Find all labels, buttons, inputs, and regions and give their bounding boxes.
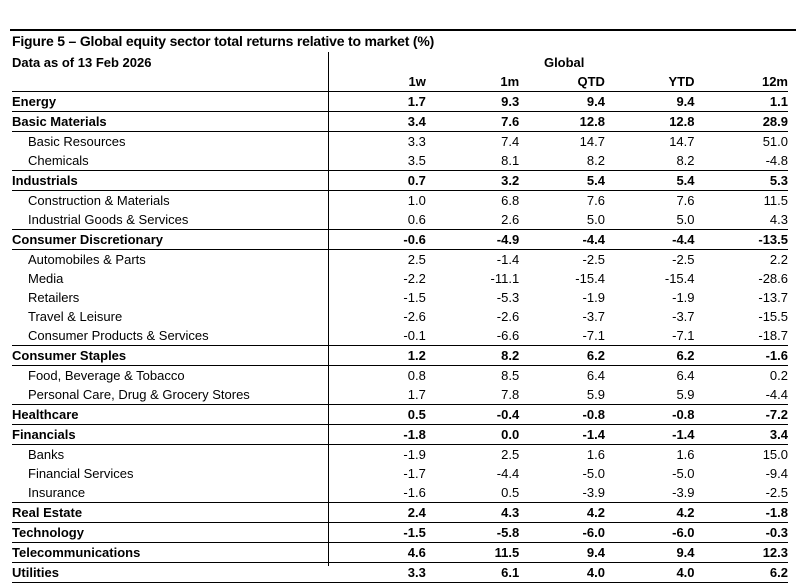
- cell-value: -3.7: [582, 309, 605, 324]
- sector-row: [12, 230, 788, 250]
- cell-value: -4.4: [496, 466, 520, 481]
- row-label: Consumer Products & Services: [28, 328, 209, 343]
- row-label: Industrial Goods & Services: [28, 212, 189, 227]
- cell-value: 3.3: [407, 134, 426, 149]
- cell-value: 3.4: [340, 112, 425, 132]
- cell-value: -11.1: [490, 271, 520, 286]
- cell-value: 0.5: [501, 485, 520, 500]
- cell-value: 4.3: [426, 503, 519, 523]
- returns-table: [12, 52, 788, 583]
- cell-value: -1.6: [403, 485, 426, 500]
- date-label: Data as of 13 Feb 2026: [12, 54, 152, 70]
- subsector-row: [12, 269, 788, 288]
- cell-value: 7.8: [501, 387, 520, 402]
- figure-title: Figure 5 – Global equity sector total returns relative to market (%): [12, 33, 435, 49]
- cell-value: 8.5: [501, 368, 520, 383]
- cell-value: 4.6: [340, 543, 425, 563]
- cell-value: -0.6: [340, 230, 425, 250]
- cell-value: -13.5: [695, 230, 788, 250]
- cell-value: 2.5: [501, 447, 520, 462]
- cell-value: 6.1: [426, 563, 519, 583]
- sector-row: [12, 543, 788, 563]
- cell-value: 1.2: [340, 346, 425, 366]
- cell-value: 7.6: [676, 193, 695, 208]
- cell-value: -1.6: [695, 346, 788, 366]
- cell-value: 4.2: [519, 503, 605, 523]
- cell-value: 1.0: [407, 193, 426, 208]
- cell-value: 6.4: [676, 368, 695, 383]
- cell-value: -4.9: [426, 230, 519, 250]
- cell-value: 1.6: [676, 447, 695, 462]
- cell-value: 4.0: [605, 563, 695, 583]
- cell-value: 51.0: [762, 134, 788, 149]
- cell-value: -7.2: [695, 405, 788, 425]
- cell-value: -9.4: [765, 466, 788, 481]
- blank-header: [12, 72, 340, 92]
- cell-value: -5.0: [582, 466, 605, 481]
- row-label: Travel & Leisure: [28, 309, 123, 324]
- cell-value: -1.4: [605, 425, 695, 445]
- cell-value: 2.5: [407, 252, 426, 267]
- cell-value: -28.6: [758, 271, 788, 286]
- sector-row: [12, 92, 788, 112]
- row-label: Personal Care, Drug & Grocery Stores: [28, 387, 250, 402]
- cell-value: 9.4: [605, 543, 695, 563]
- cell-value: 5.3: [695, 171, 788, 191]
- row-label: Utilities: [12, 563, 340, 583]
- cell-value: 2.6: [501, 212, 520, 227]
- row-label: Healthcare: [12, 405, 340, 425]
- subsector-row: [12, 151, 788, 171]
- row-label: Retailers: [28, 290, 80, 305]
- cell-value: 14.7: [579, 134, 605, 149]
- sector-row: [12, 425, 788, 445]
- cell-value: -1.9: [672, 290, 695, 305]
- col-header-1m: 1m: [426, 72, 519, 92]
- cell-value: -1.7: [403, 466, 426, 481]
- cell-value: -1.9: [403, 447, 426, 462]
- column-divider: [328, 52, 329, 566]
- subsector-row: [12, 288, 788, 307]
- cell-value: 1.6: [586, 447, 605, 462]
- cell-value: -0.8: [605, 405, 695, 425]
- cell-value: 1.7: [340, 92, 425, 112]
- cell-value: -0.8: [519, 405, 605, 425]
- row-label: Construction & Materials: [28, 193, 170, 208]
- cell-value: -2.2: [403, 271, 426, 286]
- subsector-row: [12, 445, 788, 465]
- sector-row: [12, 112, 788, 132]
- cell-value: 2.4: [340, 503, 425, 523]
- sector-row: [12, 503, 788, 523]
- cell-value: 11.5: [426, 543, 519, 563]
- cell-value: -3.9: [672, 485, 695, 500]
- cell-value: -15.5: [758, 309, 788, 324]
- row-label: Technology: [12, 523, 340, 543]
- cell-value: 6.2: [605, 346, 695, 366]
- cell-value: 9.4: [519, 92, 605, 112]
- cell-value: 7.4: [501, 134, 520, 149]
- subsector-row: [12, 366, 788, 386]
- cell-value: 5.0: [676, 212, 695, 227]
- row-label: Financials: [12, 425, 340, 445]
- cell-value: 12.8: [605, 112, 695, 132]
- cell-value: 14.7: [669, 134, 695, 149]
- cell-value: 0.6: [407, 212, 426, 227]
- cell-value: -5.8: [426, 523, 519, 543]
- cell-value: 15.0: [762, 447, 788, 462]
- row-label: Chemicals: [28, 153, 89, 168]
- cell-value: -2.5: [672, 252, 695, 267]
- cell-value: 4.2: [605, 503, 695, 523]
- sector-row: [12, 346, 788, 366]
- cell-value: -18.7: [758, 328, 788, 343]
- col-header-1w: 1w: [340, 72, 425, 92]
- row-label: Food, Beverage & Tobacco: [28, 368, 185, 383]
- cell-value: -1.5: [340, 523, 425, 543]
- cell-value: 6.8: [501, 193, 520, 208]
- cell-value: -5.0: [672, 466, 695, 481]
- cell-value: 5.0: [586, 212, 605, 227]
- cell-value: 1.1: [695, 92, 788, 112]
- col-header-ytd: YTD: [605, 72, 695, 92]
- cell-value: -15.4: [664, 271, 695, 286]
- cell-value: 1.7: [407, 387, 426, 402]
- cell-value: 8.1: [501, 153, 520, 168]
- header-row-group: [12, 52, 788, 72]
- cell-value: -4.4: [765, 387, 788, 402]
- cell-value: 0.2: [769, 368, 788, 383]
- cell-value: -5.3: [496, 290, 520, 305]
- row-label: Automobiles & Parts: [28, 252, 146, 267]
- cell-value: -4.8: [765, 153, 788, 168]
- cell-value: 28.9: [695, 112, 788, 132]
- cell-value: -1.8: [340, 425, 425, 445]
- cell-value: 12.3: [695, 543, 788, 563]
- cell-value: -6.6: [496, 328, 520, 343]
- group-label: Global: [543, 54, 585, 70]
- cell-value: 3.2: [426, 171, 519, 191]
- cell-value: -1.4: [519, 425, 605, 445]
- cell-value: 3.3: [340, 563, 425, 583]
- row-label: Media: [28, 271, 64, 286]
- cell-value: 6.2: [695, 563, 788, 583]
- sector-row: [12, 523, 788, 543]
- cell-value: -3.7: [672, 309, 695, 324]
- subsector-row: [12, 250, 788, 270]
- cell-value: -7.1: [672, 328, 695, 343]
- cell-value: 0.0: [426, 425, 519, 445]
- sector-row: [12, 405, 788, 425]
- cell-value: 4.3: [769, 212, 788, 227]
- cell-value: -2.5: [765, 485, 788, 500]
- cell-value: -0.4: [426, 405, 519, 425]
- subsector-row: [12, 464, 788, 483]
- row-label: Telecommunications: [12, 543, 340, 563]
- cell-value: 6.2: [519, 346, 605, 366]
- cell-value: -6.0: [519, 523, 605, 543]
- cell-value: 9.3: [426, 92, 519, 112]
- cell-value: 8.2: [426, 346, 519, 366]
- cell-value: 12.8: [519, 112, 605, 132]
- cell-value: -2.6: [496, 309, 520, 324]
- row-label: Consumer Discretionary: [12, 230, 340, 250]
- cell-value: -6.0: [605, 523, 695, 543]
- cell-value: 6.4: [586, 368, 605, 383]
- row-label: Insurance: [28, 485, 86, 500]
- row-label: Consumer Staples: [12, 346, 340, 366]
- cell-value: -13.7: [758, 290, 788, 305]
- cell-value: 5.4: [605, 171, 695, 191]
- cell-value: 5.4: [519, 171, 605, 191]
- row-label: Basic Resources: [28, 134, 126, 149]
- cell-value: 0.7: [340, 171, 425, 191]
- row-label: Energy: [12, 92, 340, 112]
- row-label: Real Estate: [12, 503, 340, 523]
- cell-value: -15.4: [575, 271, 605, 286]
- cell-value: 2.2: [769, 252, 788, 267]
- cell-value: 7.6: [426, 112, 519, 132]
- cell-value: 11.5: [763, 193, 788, 208]
- col-header-12m: 12m: [695, 72, 788, 92]
- cell-value: -1.4: [496, 252, 520, 267]
- cell-value: 0.5: [340, 405, 425, 425]
- cell-value: 0.8: [407, 368, 426, 383]
- subsector-row: [12, 307, 788, 326]
- subsector-row: [12, 326, 788, 346]
- col-header-qtd: QTD: [519, 72, 605, 92]
- row-label: Industrials: [12, 171, 340, 191]
- cell-value: -4.4: [519, 230, 605, 250]
- cell-value: 8.2: [586, 153, 605, 168]
- cell-value: 7.6: [586, 193, 605, 208]
- subsector-row: [12, 191, 788, 211]
- sector-row: [12, 171, 788, 191]
- row-label: Financial Services: [28, 466, 134, 481]
- cell-value: -2.5: [582, 252, 605, 267]
- cell-value: -2.6: [403, 309, 426, 324]
- cell-value: -1.5: [403, 290, 426, 305]
- cell-value: -1.9: [582, 290, 605, 305]
- row-label: Banks: [28, 447, 65, 462]
- cell-value: 9.4: [519, 543, 605, 563]
- cell-value: -0.1: [403, 328, 426, 343]
- cell-value: 5.9: [586, 387, 605, 402]
- cell-value: -4.4: [605, 230, 695, 250]
- cell-value: 3.4: [695, 425, 788, 445]
- row-label: Basic Materials: [12, 112, 340, 132]
- cell-value: -7.1: [582, 328, 605, 343]
- cell-value: -1.8: [695, 503, 788, 523]
- cell-value: -3.9: [582, 485, 605, 500]
- subsector-row: [12, 132, 788, 152]
- cell-value: 8.2: [676, 153, 695, 168]
- cell-value: -0.3: [695, 523, 788, 543]
- top-rule: [10, 29, 796, 31]
- cell-value: 5.9: [676, 387, 695, 402]
- subsector-row: [12, 210, 788, 230]
- cell-value: 4.0: [519, 563, 605, 583]
- header-row-columns: [12, 72, 788, 92]
- cell-value: 9.4: [605, 92, 695, 112]
- cell-value: 3.5: [407, 153, 426, 168]
- subsector-row: [12, 483, 788, 503]
- sector-row: [12, 563, 788, 583]
- subsector-row: [12, 385, 788, 405]
